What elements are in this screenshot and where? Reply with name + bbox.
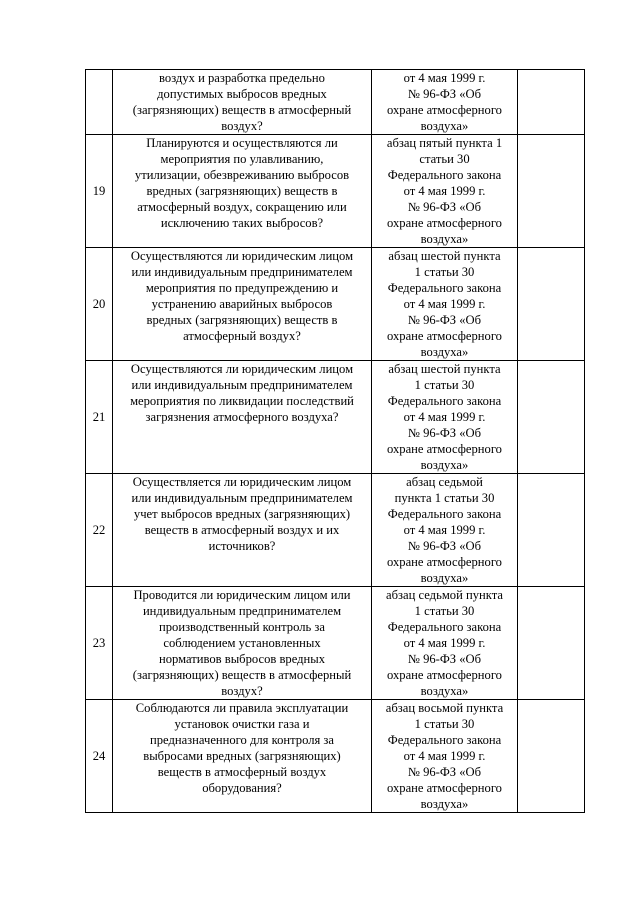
reference-line: охране атмосферного (387, 442, 502, 456)
reference-line: абзац шестой пункта (388, 249, 501, 263)
reference-line: № 96-ФЗ «Об (407, 652, 482, 666)
reference-line: Федерального закона (387, 281, 502, 295)
reference-line: 1 статьи 30 (414, 265, 475, 279)
question-line: мероприятия по ликвидации последствий (130, 394, 354, 408)
question-line: мероприятия по предупреждению и (145, 281, 339, 295)
reference-line: от 4 мая 1999 г. (403, 636, 486, 650)
question-cell (113, 248, 372, 361)
reference-line: от 4 мая 1999 г. (403, 184, 486, 198)
row-number: 21 (86, 361, 113, 474)
reference-line: от 4 мая 1999 г. (403, 749, 486, 763)
note-cell (518, 700, 585, 813)
reference-line: охране атмосферного (387, 103, 502, 117)
reference-line: № 96-ФЗ «Об (407, 87, 482, 101)
question-line: исключению таких выбросов? (160, 216, 324, 230)
reference-line: воздуха» (420, 684, 469, 698)
table-row (86, 135, 585, 248)
reference-line: воздуха» (420, 797, 469, 811)
reference-line: № 96-ФЗ «Об (407, 313, 482, 327)
reference-line: охране атмосферного (387, 555, 502, 569)
row-number: 20 (86, 248, 113, 361)
reference-line: Федерального закона (387, 394, 502, 408)
reference-line: абзац восьмой пункта (385, 701, 504, 715)
question-line: или индивидуальным предпринимателем (131, 265, 353, 279)
reference-line: № 96-ФЗ «Об (407, 765, 482, 779)
question-line: Проводится ли юридическим лицом или (133, 588, 351, 602)
question-line: производственный контроль за (159, 620, 325, 634)
table-row (86, 700, 585, 813)
reference-line: охране атмосферного (387, 781, 502, 795)
reference-line: 1 статьи 30 (414, 378, 475, 392)
question-line: веществ в атмосферный воздух и их (144, 523, 340, 537)
reference-line: воздуха» (420, 458, 469, 472)
reference-line: абзац пятый пункта 1 (386, 136, 503, 150)
question-cell (113, 361, 372, 474)
question-line: установок очистки газа и (174, 717, 310, 731)
reference-cell (372, 70, 518, 135)
note-cell (518, 135, 585, 248)
question-line: атмосферный воздух, сокращению или (137, 200, 347, 214)
question-cell (113, 700, 372, 813)
question-line: или индивидуальным предпринимателем (131, 491, 353, 505)
reference-cell (372, 474, 518, 587)
question-line: устранению аварийных выбросов (151, 297, 333, 311)
question-line: утилизации, обезвреживанию выбросов (134, 168, 350, 182)
reference-line: № 96-ФЗ «Об (407, 539, 482, 553)
question-line: источников? (208, 539, 276, 553)
reference-line: охране атмосферного (387, 668, 502, 682)
reference-cell (372, 135, 518, 248)
question-line: загрязнения атмосферного воздуха? (145, 410, 339, 424)
question-line: Осуществляются ли юридическим лицом (130, 362, 354, 376)
reference-line: от 4 мая 1999 г. (403, 410, 486, 424)
reference-line: Федерального закона (387, 507, 502, 521)
reference-line: воздуха» (420, 119, 469, 133)
note-cell (518, 587, 585, 700)
question-line: Планируются и осуществляются ли (146, 136, 338, 150)
note-cell (518, 70, 585, 135)
question-line: вредных (загрязняющих) веществ в (146, 184, 338, 198)
reference-line: от 4 мая 1999 г. (403, 523, 486, 537)
question-line: учет выбросов вредных (загрязняющих) (133, 507, 351, 521)
question-line: или индивидуальным предпринимателем (131, 378, 353, 392)
question-line: Соблюдаются ли правила эксплуатации (135, 701, 349, 715)
reference-line: № 96-ФЗ «Об (407, 200, 482, 214)
question-cell (113, 135, 372, 248)
checklist-table (85, 69, 585, 813)
note-cell (518, 474, 585, 587)
row-number: 22 (86, 474, 113, 587)
reference-line: № 96-ФЗ «Об (407, 426, 482, 440)
table-row (86, 474, 585, 587)
table-row (86, 248, 585, 361)
reference-line: воздуха» (420, 571, 469, 585)
reference-cell (372, 700, 518, 813)
question-line: оборудования? (202, 781, 282, 795)
question-cell (113, 587, 372, 700)
row-number: 19 (86, 135, 113, 248)
question-line: воздух и разработка предельно (159, 71, 325, 85)
question-line: выбросами вредных (загрязняющих) (143, 749, 341, 763)
question-line: Осуществляется ли юридическим лицом (132, 475, 352, 489)
reference-line: абзац шестой пункта (388, 362, 501, 376)
reference-line: абзац седьмой (406, 475, 483, 489)
reference-line: Федерального закона (387, 620, 502, 634)
question-line: (загрязняющих) веществ в атмосферный (132, 668, 352, 682)
note-cell (518, 248, 585, 361)
question-line: Осуществляются ли юридическим лицом (130, 249, 354, 263)
question-cell (113, 70, 372, 135)
question-line: индивидуальным предпринимателем (142, 604, 342, 618)
question-line: веществ в атмосферный воздух (157, 765, 327, 779)
reference-line: абзац седьмой пункта (386, 588, 503, 602)
reference-line: Федерального закона (387, 733, 502, 747)
reference-line: статьи 30 (419, 152, 470, 166)
row-number: 24 (86, 700, 113, 813)
question-line: предназначенного для контроля за (149, 733, 335, 747)
reference-line: от 4 мая 1999 г. (403, 71, 486, 85)
question-line: вредных (загрязняющих) веществ в (146, 313, 338, 327)
question-line: (загрязняющих) веществ в атмосферный (132, 103, 352, 117)
question-line: атмосферный воздух? (183, 329, 301, 343)
reference-line: Федерального закона (387, 168, 502, 182)
reference-line: от 4 мая 1999 г. (403, 297, 486, 311)
row-number (86, 70, 113, 135)
reference-line: охране атмосферного (387, 329, 502, 343)
reference-line: 1 статьи 30 (414, 604, 475, 618)
reference-cell (372, 587, 518, 700)
reference-line: воздуха» (420, 345, 469, 359)
question-line: мероприятия по улавливанию, (160, 152, 324, 166)
table-row (86, 587, 585, 700)
reference-line: охране атмосферного (387, 216, 502, 230)
reference-cell (372, 248, 518, 361)
table-row (86, 70, 585, 135)
row-number: 23 (86, 587, 113, 700)
question-line: воздух? (221, 684, 263, 698)
reference-cell (372, 361, 518, 474)
note-cell (518, 361, 585, 474)
reference-line: 1 статьи 30 (414, 717, 475, 731)
question-line: нормативов выбросов вредных (158, 652, 326, 666)
reference-line: воздуха» (420, 232, 469, 246)
table-row (86, 361, 585, 474)
question-line: воздух? (221, 119, 263, 133)
question-cell (113, 474, 372, 587)
question-line: соблюдением установленных (163, 636, 321, 650)
question-line: допустимых выбросов вредных (157, 87, 327, 101)
reference-line: пункта 1 статьи 30 (394, 491, 495, 505)
